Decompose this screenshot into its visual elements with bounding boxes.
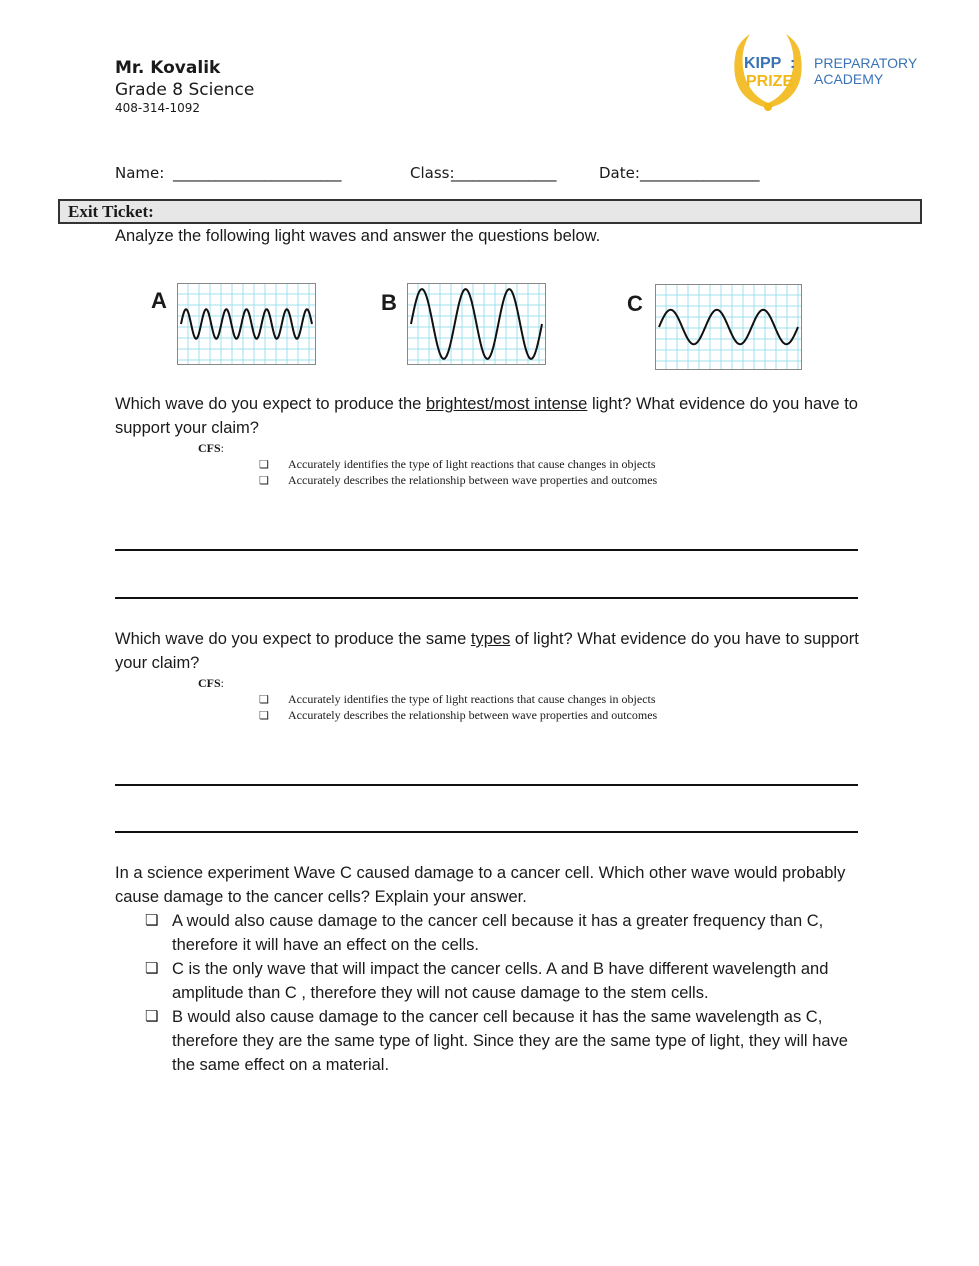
checkbox-icon[interactable]: ❏ [145, 912, 159, 929]
q2-criterion-1: ❏ Accurately identifies the type of light reactions that cause changes in objects [259, 692, 656, 706]
q1-criterion-2: ❏ Accurately describes the relationship between wave properties and outcomes [259, 473, 658, 487]
q2-answer-line-2[interactable] [115, 831, 858, 833]
wave-c-label: C [627, 291, 643, 316]
question-1-emphasis: brightest/most intense [425, 395, 588, 413]
teacher-name: Mr. Kovalik [115, 58, 221, 78]
exit-ticket-header [58, 199, 922, 224]
q1-answer-line-2[interactable] [115, 597, 858, 599]
exit-ticket-title: Exit Ticket: [68, 202, 154, 221]
name-label: Name: [115, 164, 165, 182]
question-1: Which wave do you expect to produce the brightest/most intense light? What evidence do you have to support your claim? [115, 395, 858, 437]
logo-prize: PRIZE [746, 73, 794, 90]
q2-answer-line-1[interactable] [115, 784, 858, 786]
wave-a-graph [177, 283, 316, 365]
q1-cfs-label: CFS: [198, 441, 225, 455]
checkbox-icon[interactable]: ❏ [259, 475, 269, 487]
wave-b-label: B [381, 290, 397, 315]
phone-number: 408-314-1092 [115, 101, 201, 115]
instruction-text: Analyze the following light waves and answer the questions below. [115, 227, 601, 245]
class-field[interactable]: _______________ [451, 164, 556, 182]
date-field[interactable]: _________________ [640, 164, 759, 182]
graph-frame [178, 284, 316, 365]
course-name: Grade 8 Science [115, 80, 255, 100]
logo-preparatory: PREPARATORY [814, 55, 918, 71]
q3-option-a[interactable]: ❏ A would also cause damage to the cancer cell because it has a greater frequency than C, therefore it will have an effect on the cells. [145, 909, 865, 957]
logo-academy: ACADEMY [814, 71, 884, 87]
wave-b-graph [407, 283, 546, 365]
name-field[interactable]: ________________________ [173, 164, 341, 182]
q2-cfs-label: CFS: [198, 676, 225, 690]
question-2-emphasis: types [470, 630, 511, 648]
question-3: In a science experiment Wave C caused damage to a cancer cell. Which other wave would probably cause damage to the cancer cells? Explain your answer. [115, 864, 846, 906]
checkbox-icon[interactable]: ❏ [145, 1008, 159, 1025]
school-logo [728, 30, 918, 112]
checkbox-icon[interactable]: ❏ [259, 710, 269, 722]
q3-option-c[interactable]: ❏ C is the only wave that will impact the cancer cells. A and B have different wavelength and amplitude than C , therefore they will not cause damage to the stem cells. [145, 957, 865, 1005]
checkbox-icon[interactable]: ❏ [259, 694, 269, 706]
wave-a-label: A [151, 288, 167, 313]
q1-criterion-1: ❏ Accurately identifies the type of light reactions that cause changes in objects [259, 457, 656, 471]
logo-kipp: KIPP [744, 55, 782, 72]
checkbox-icon[interactable]: ❏ [259, 459, 269, 471]
q3-option-b[interactable]: ❏ B would also cause damage to the cancer cell because it has the same wavelength as C, therefore they are the same type of light. Since they are the same type of light, they will have the same effect on a material. [145, 1005, 865, 1077]
class-label: Class: [410, 164, 455, 182]
svg-text::: : [790, 55, 796, 72]
date-label: Date: [599, 164, 640, 182]
checkbox-icon[interactable]: ❏ [145, 960, 159, 977]
question-2: Which wave do you expect to produce the same types of light? What evidence do you have to support your claim? [115, 630, 859, 672]
wave-c-graph [655, 284, 802, 370]
q1-answer-line-1[interactable] [115, 549, 858, 551]
q2-criterion-2: ❏ Accurately describes the relationship between wave properties and outcomes [259, 708, 658, 722]
